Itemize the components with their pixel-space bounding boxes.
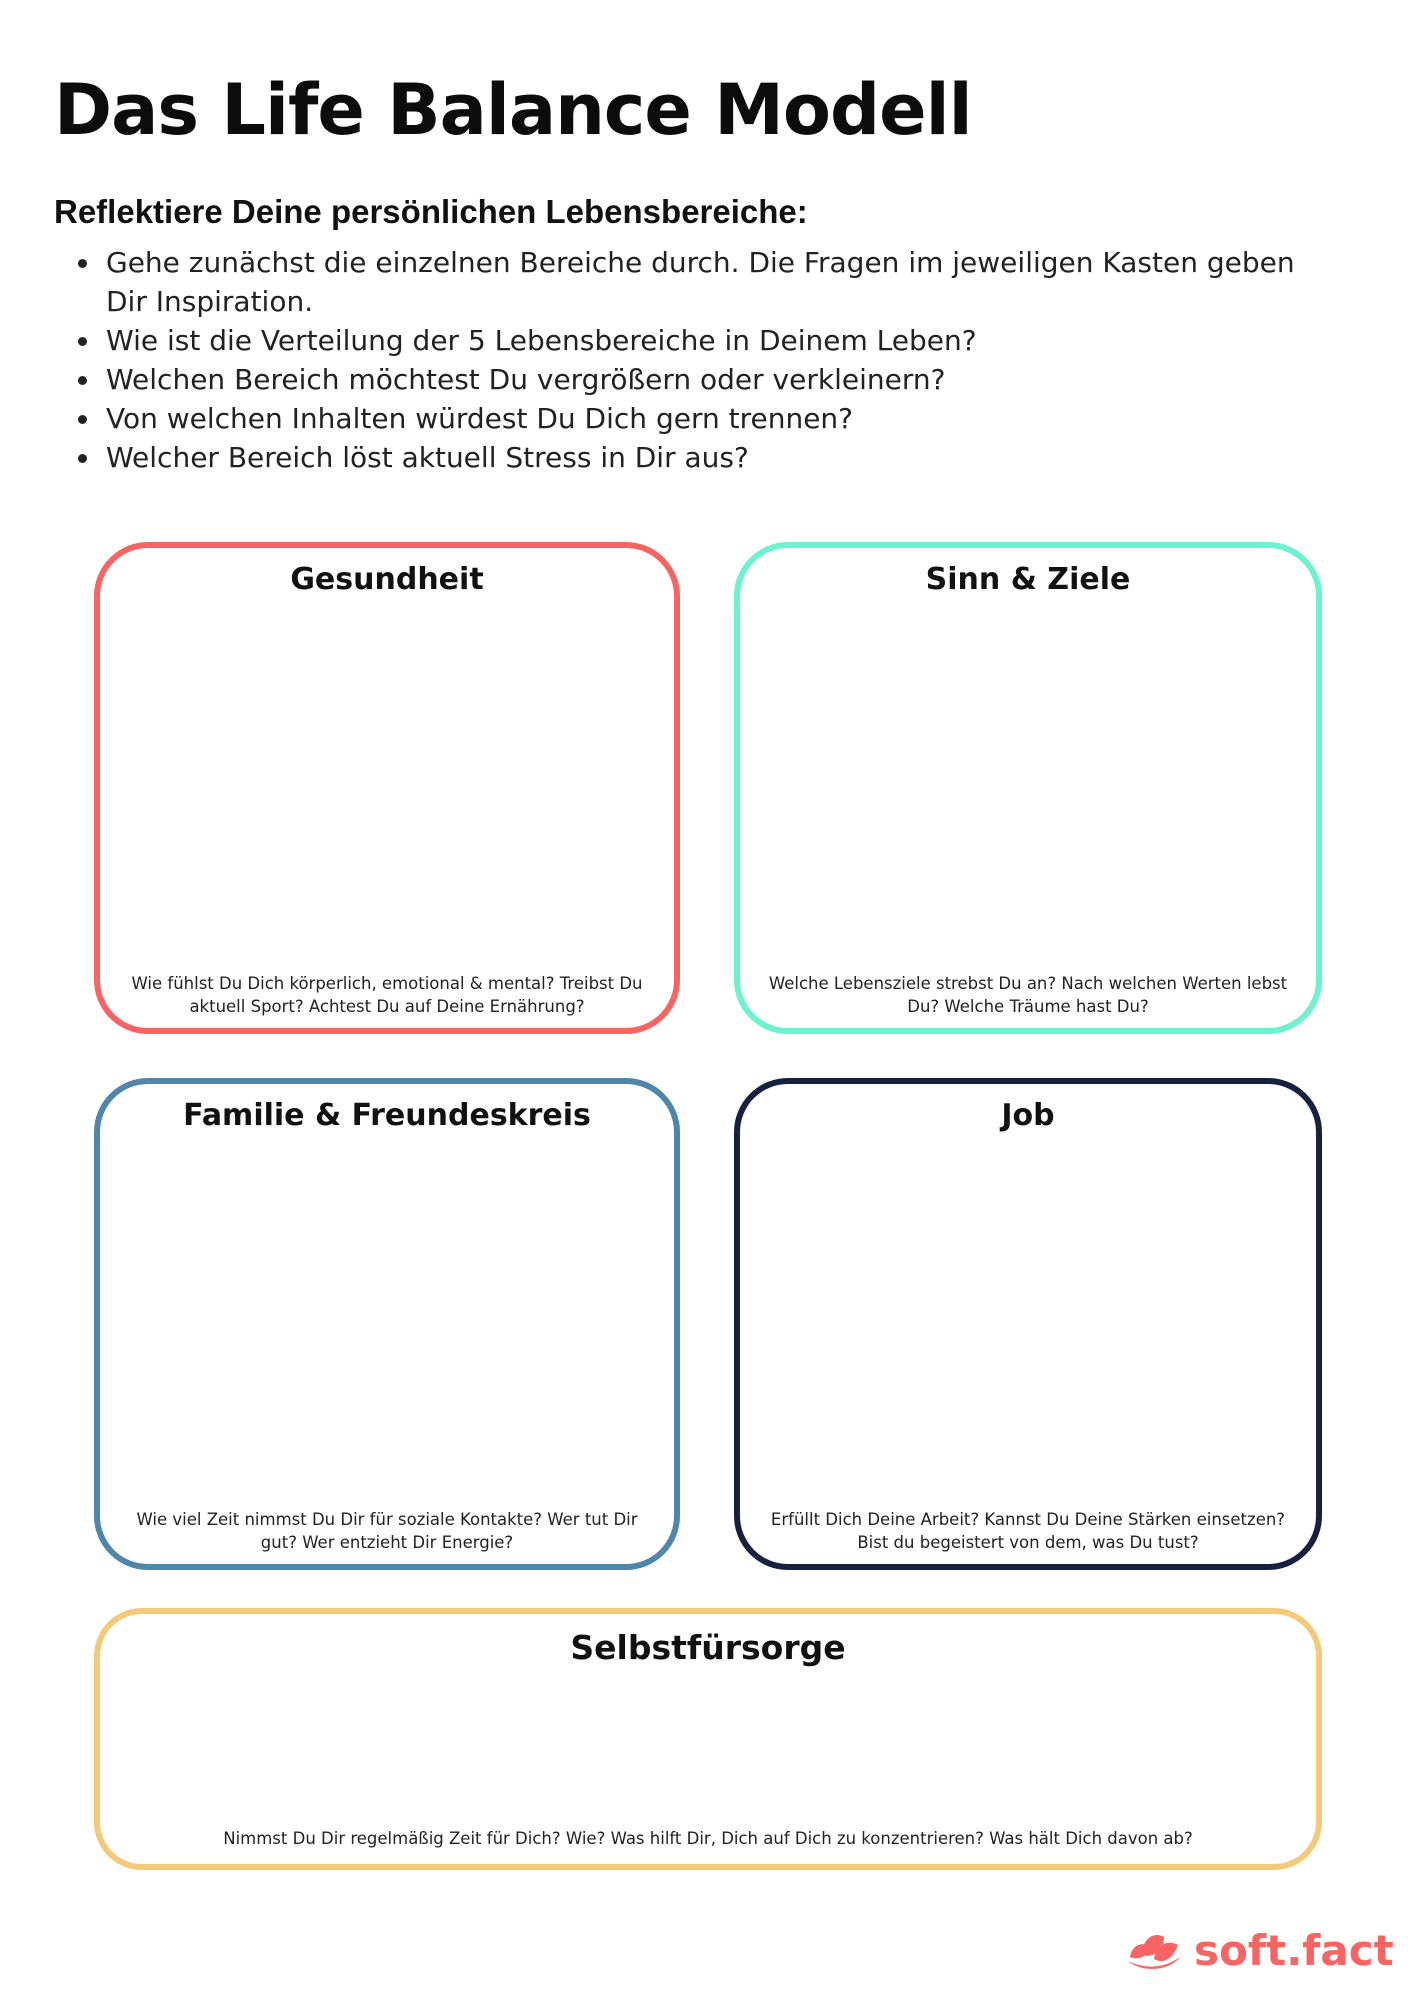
instruction-item: • Wie ist die Verteilung der 5 Lebensbereiche in Deinem Leben? bbox=[102, 321, 1322, 360]
page-subtitle: Reflektiere Deine persönlichen Lebensbereiche: bbox=[54, 193, 808, 230]
area-question: Welche Lebensziele strebst Du an? Nach welchen Werten lebst Du? Welche Träume hast Du? bbox=[768, 974, 1288, 1016]
instruction-item: • Welchen Bereich möchtest Du vergrößern oder verkleinern? bbox=[102, 360, 1322, 399]
area-title: Gesundheit bbox=[290, 562, 484, 597]
brand-name: soft.fact bbox=[1194, 1925, 1394, 1975]
area-question: Erfüllt Dich Deine Arbeit? Kannst Du Deine Stärken einsetzen? Bist du begeistert von dem, was Du tust? bbox=[770, 1510, 1286, 1552]
instruction-item: • Von welchen Inhalten würdest Du Dich gern trennen? bbox=[102, 399, 1322, 438]
area-title: Job bbox=[1001, 1098, 1055, 1133]
instruction-list bbox=[54, 243, 1322, 477]
brand-logo bbox=[1124, 1920, 1394, 1980]
instruction-item: • Welcher Bereich löst aktuell Stress in Dir aus? bbox=[102, 438, 1322, 477]
area-question: Wie fühlst Du Dich körperlich, emotional & mental? Treibst Du aktuell Sport? Achtest Du auf Deine Ernährung? bbox=[131, 974, 643, 1016]
area-box-job[interactable] bbox=[734, 1078, 1322, 1570]
area-question: Wie viel Zeit nimmst Du Dir für soziale Kontakte? Wer tut Dir gut? Wer entzieht Dir Energie? bbox=[136, 1510, 638, 1552]
area-title: Sinn & Ziele bbox=[925, 562, 1131, 597]
area-box-gesundheit[interactable] bbox=[94, 542, 680, 1034]
page-title: Das Life Balance Modell bbox=[54, 69, 972, 151]
area-title: Selbstfürsorge bbox=[570, 1628, 846, 1667]
area-box-selbstfuersorge[interactable] bbox=[94, 1608, 1322, 1870]
leaf-logo-icon bbox=[1124, 1927, 1182, 1973]
area-title: Familie & Freundeskreis bbox=[183, 1098, 591, 1133]
area-question: Nimmst Du Dir regelmäßig Zeit für Dich? Wie? Was hilft Dir, Dich auf Dich zu konzentrieren? Was hält Dich davon ab? bbox=[223, 1829, 1193, 1848]
area-box-familie[interactable] bbox=[94, 1078, 680, 1570]
instruction-item: • Gehe zunächst die einzelnen Bereiche durch. Die Fragen im jeweiligen Kasten geben Dir Inspiration. bbox=[102, 243, 1322, 321]
area-box-sinn-ziele[interactable] bbox=[734, 542, 1322, 1034]
